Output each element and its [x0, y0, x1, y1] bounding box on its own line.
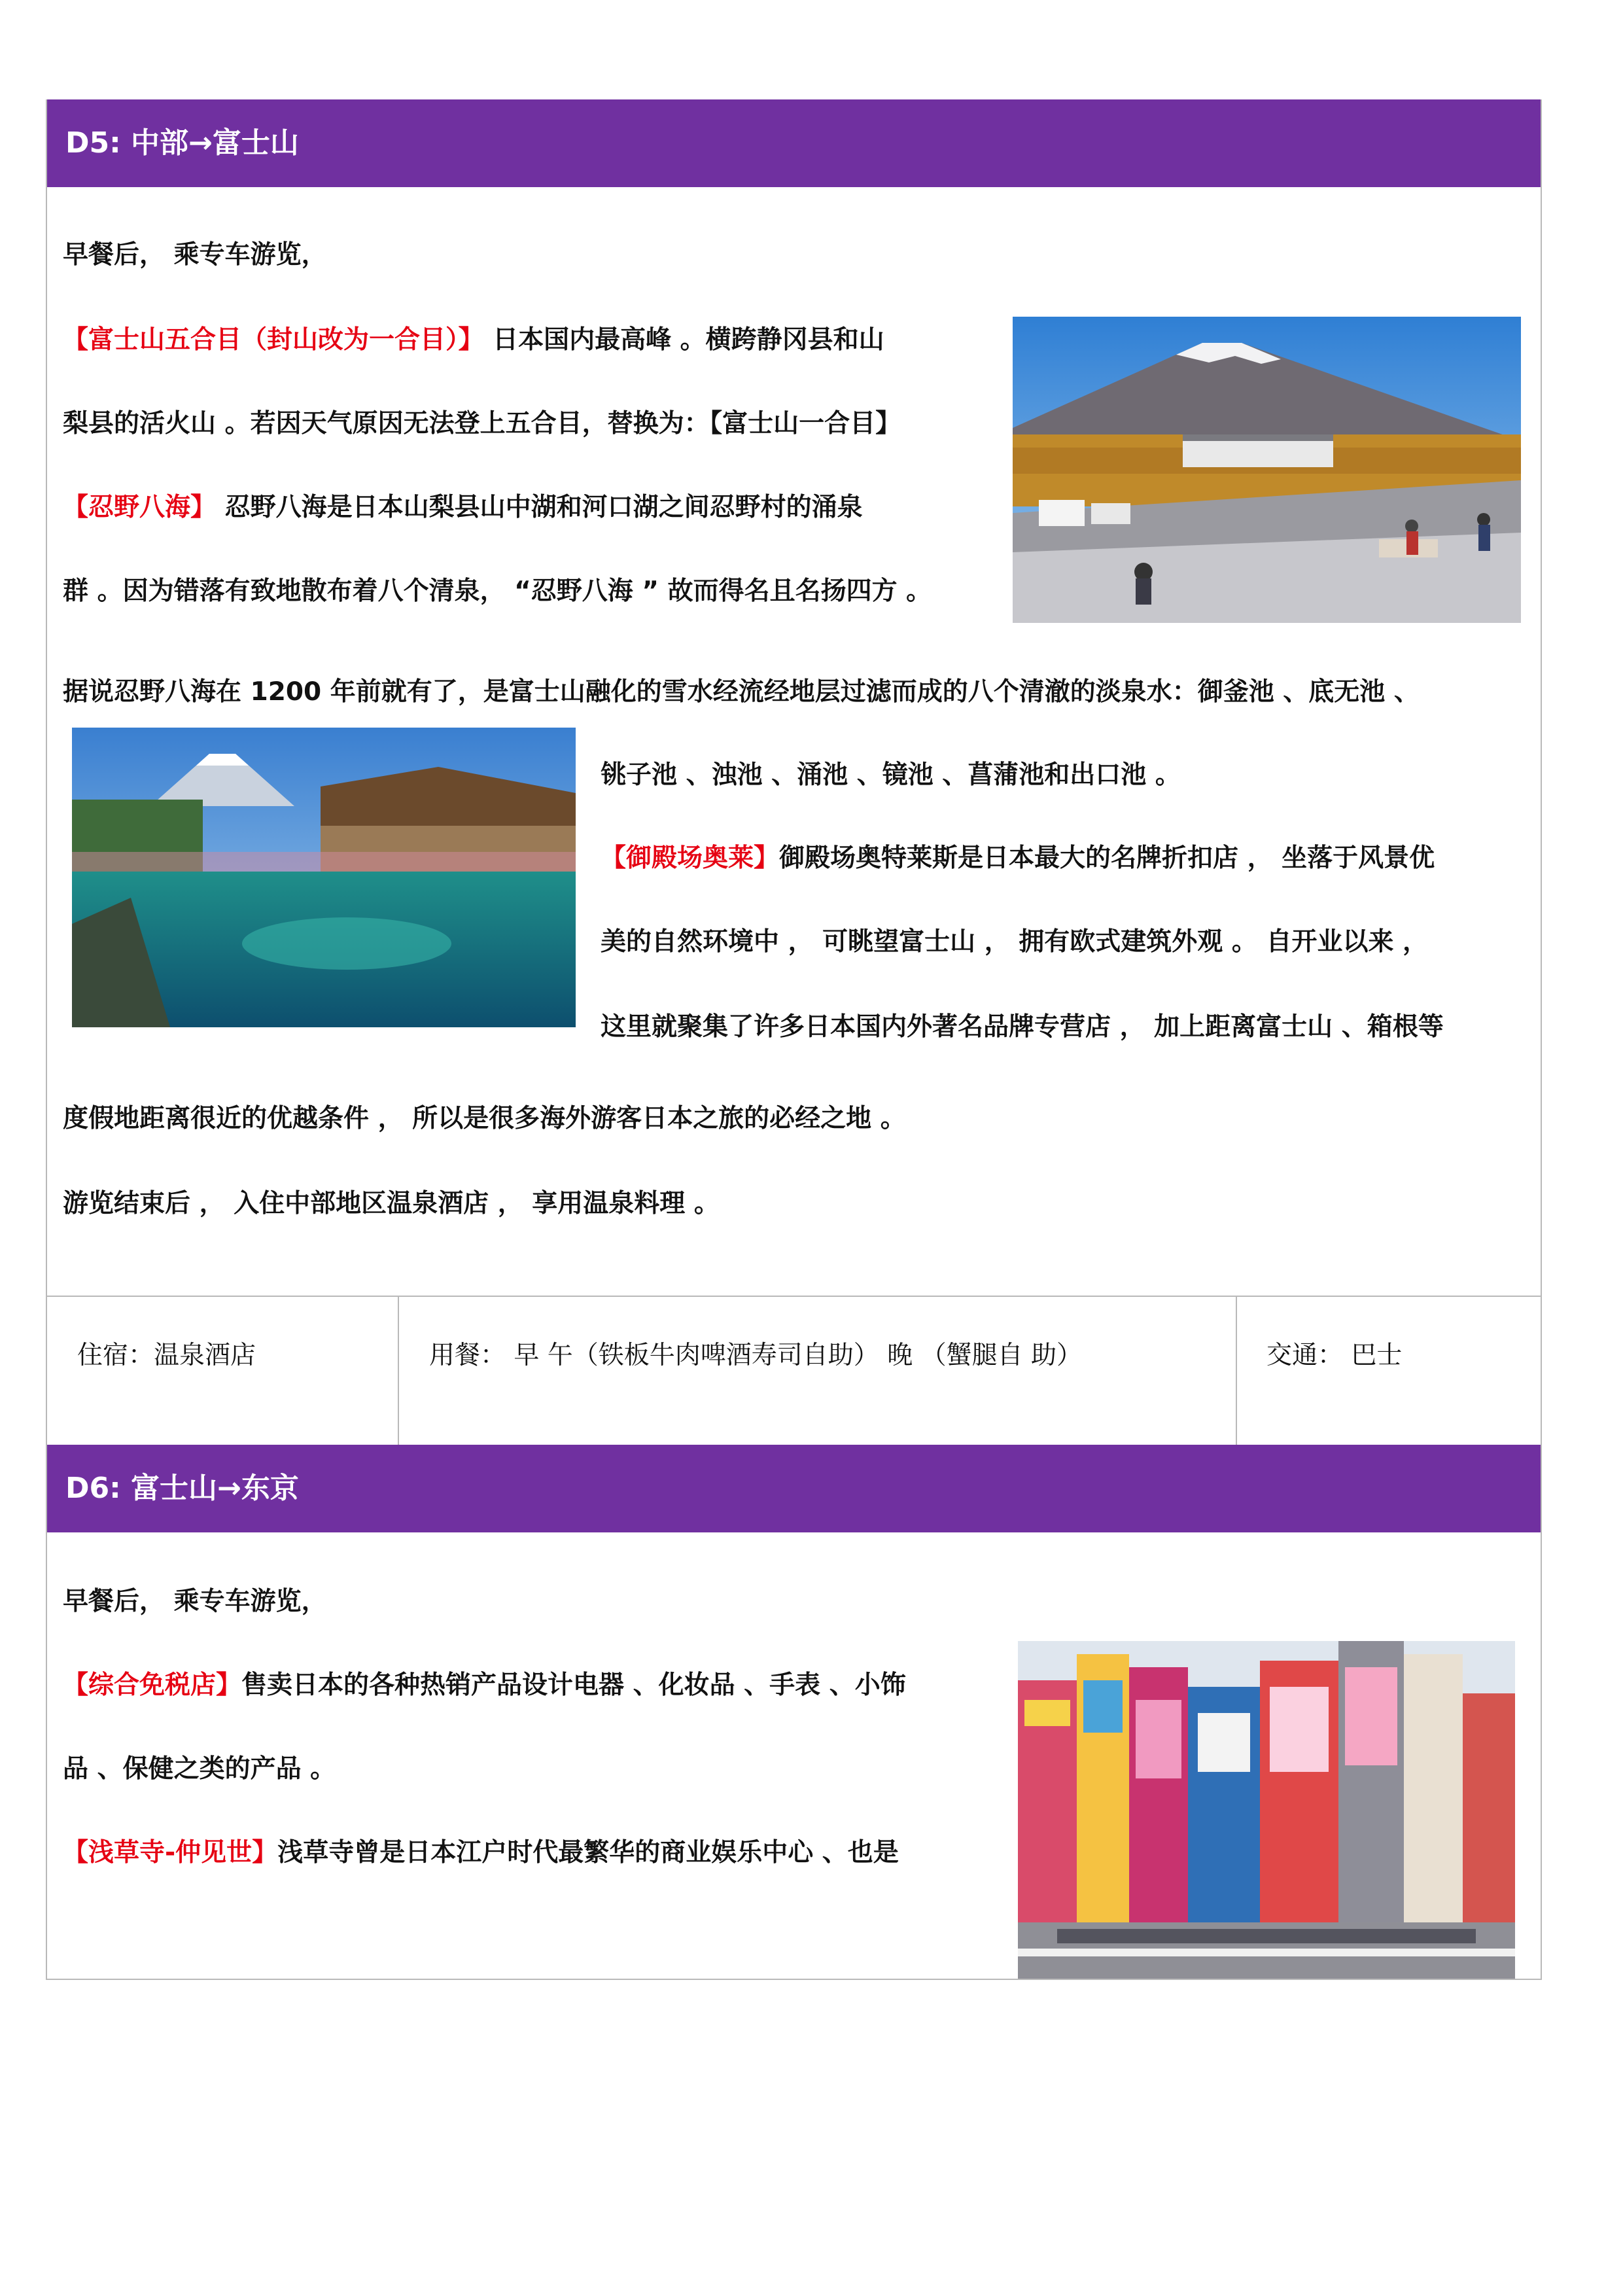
day5-line8: 美的自然环境中 ， 可眺望富士山 ， 拥有欧式建筑外观 。 自开业以来 ，: [601, 927, 1429, 957]
day5-line1: 【富士山五合目（封山改为一合目）】 日本国内最高峰 。横跨静冈县和山: [63, 325, 884, 355]
day5-line4: 群 。因为错落有致地散布着八个清泉， “忍野八海 ” 故而得名且名扬四方 。: [63, 576, 932, 606]
day5-header: D5: 中部→富士山: [47, 99, 1541, 187]
day6-line1: 【综合免税店】售卖日本的各种热销产品设计电器 、化妆品 、手表 、小饰: [63, 1670, 906, 1700]
day5-line7: 【御殿场奥莱】御殿场奥特莱斯是日本最大的名牌折扣店 ， 坐落于风景优: [601, 843, 1435, 873]
day6-intro: 早餐后， 乘专车游览，: [63, 1587, 327, 1616]
mount-fuji-photo: [1013, 317, 1521, 623]
day6-line2: 品 、保健之类的产品 。: [63, 1754, 336, 1784]
day5-accommodation: 住宿：温泉酒店: [77, 1341, 256, 1370]
day5-intro: 早餐后， 乘专车游览，: [63, 240, 327, 270]
day5-line10: 度假地距离很近的优越条件 ， 所以是很多海外游客日本之旅的必经之地 。: [63, 1104, 906, 1133]
footer-col-divider: [398, 1296, 399, 1445]
day5-line2: 梨县的活火山 。若因天气原因无法登上五合目，替换为：【富士山一合目】: [63, 409, 901, 438]
day5-line3: 【忍野八海】 忍野八海是日本山梨县山中湖和河口湖之间忍野村的涌泉: [63, 493, 863, 522]
day6-line3: 【浅草寺-仲见世】浅草寺曾是日本江户时代最繁华的商业娱乐中心 、也是: [63, 1838, 899, 1867]
day5-transport: 交通： 巴士: [1266, 1341, 1403, 1370]
attraction-oshino-hakkai: 【忍野八海】: [63, 493, 217, 522]
attraction-fuji-5th-station: 【富士山五合目（封山改为一合目）】: [63, 325, 484, 355]
attraction-sensoji: 【浅草寺-仲见世】: [63, 1838, 278, 1867]
day5-line6: 铫子池 、浊池 、涌池 、镜池 、菖蒲池和出口池 。: [601, 760, 1181, 790]
day5-meals: 用餐： 早 午（铁板牛肉啤酒寿司自助） 晚 （蟹腿自 助）: [429, 1341, 1082, 1370]
day5-footer-divider: [47, 1296, 1541, 1297]
day5-line5: 据说忍野八海在 1200 年前就有了，是富士山融化的雪水经流经地层过滤而成的八个清澈的淡泉水：御釜池 、底无池 、: [63, 677, 1420, 707]
attraction-duty-free: 【综合免税店】: [63, 1670, 242, 1700]
day6-header: D6: 富士山→东京: [47, 1445, 1541, 1532]
day5-line9: 这里就聚集了许多日本国内外著名品牌专营店 ， 加上距离富士山 、箱根等: [601, 1012, 1444, 1042]
akihabara-street-photo: [1018, 1641, 1515, 1979]
footer-col-divider: [1236, 1296, 1237, 1445]
oshino-hakkai-photo: [72, 728, 576, 1027]
day5-line11: 游览结束后 ， 入住中部地区温泉酒店 ， 享用温泉料理 。: [63, 1189, 720, 1218]
attraction-gotemba-outlet: 【御殿场奥莱】: [601, 843, 780, 873]
